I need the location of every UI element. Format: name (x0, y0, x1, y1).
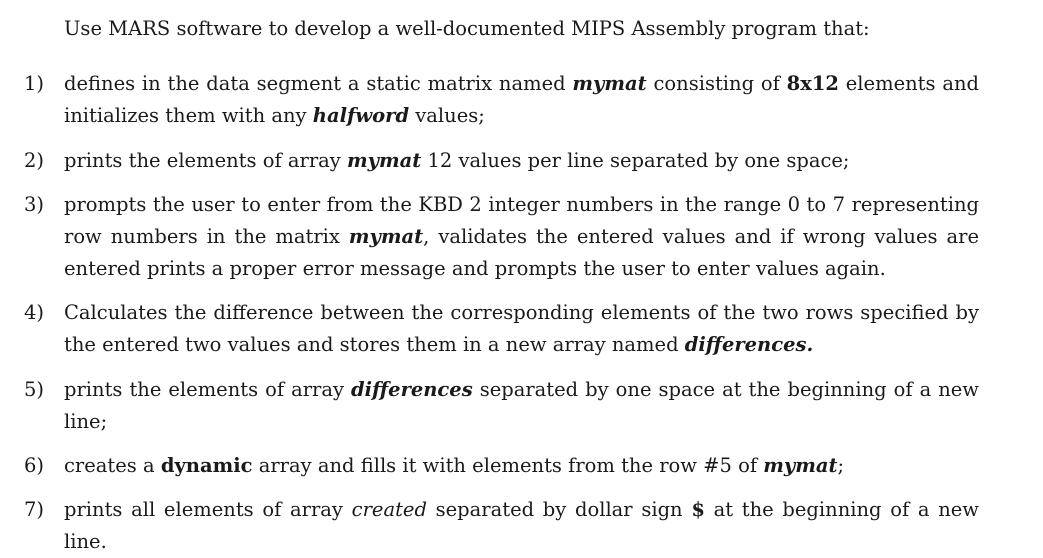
term-differences: differences. (684, 333, 814, 356)
text-span: separated by dollar sign (426, 498, 692, 521)
item-text (64, 68, 979, 132)
text-span: creates a (64, 454, 161, 477)
text-span: at the beginning of a new line. (64, 498, 979, 553)
text-span: prompts the user to enter from the KBD 2 integer numbers in the range 0 to 7 representing row numbers in the matrix (64, 193, 979, 248)
list-item-2 (24, 145, 979, 177)
item-text (64, 374, 979, 438)
item-number: 6) (24, 454, 45, 477)
item-text (64, 450, 979, 482)
list-item-6 (24, 450, 979, 482)
text-span: prints the elements of array (64, 149, 347, 172)
term-created: created (351, 498, 427, 521)
text-span: prints all elements of array (64, 498, 352, 521)
list-item-4 (24, 297, 979, 361)
list-item-1 (24, 68, 979, 132)
term-halfword: halfword (312, 104, 410, 127)
term-mymat: mymat (763, 454, 838, 477)
text-span: values; (409, 104, 485, 127)
item-text (64, 297, 979, 361)
text-span: prints the elements of array (64, 378, 351, 401)
item-number: 7) (24, 498, 45, 521)
term-mymat: mymat (348, 225, 424, 248)
item-number: 2) (24, 149, 45, 172)
item-number: 5) (24, 378, 45, 401)
term-dynamic: dynamic (160, 454, 253, 477)
list-item-5 (24, 374, 979, 438)
text-span: 12 values per line separated by one space; (421, 149, 850, 172)
item-text (64, 189, 979, 285)
text-span: consisting of (646, 72, 787, 95)
text-span: ; (837, 454, 845, 477)
term-differences: differences (351, 378, 473, 401)
intro-text: Use MARS software to develop a well-documented MIPS Assembly program that: (64, 17, 870, 40)
term-dollar-sign: $ (691, 498, 705, 521)
item-text (64, 145, 979, 177)
term-mymat: mymat (347, 149, 422, 172)
item-number: 4) (24, 301, 45, 324)
text-span: defines in the data segment a static matrix named (64, 72, 573, 95)
term-mymat: mymat (572, 72, 647, 95)
text-span: Calculates the difference between the corresponding elements of the two rows specified by the entered two values and stores them in a new array named (64, 301, 979, 356)
term-size: 8x12 (786, 72, 839, 95)
item-text (64, 494, 979, 558)
item-number: 3) (24, 193, 45, 216)
text-span: , validates the entered values and if wrong values are entered prints a proper error message and prompts the user to enter values again. (64, 225, 979, 280)
list-item-7 (24, 494, 979, 558)
text-span: separated by one space at the beginning of a new line; (64, 378, 979, 433)
item-number: 1) (24, 72, 45, 95)
text-span: array and fills it with elements from the row #5 of (252, 454, 764, 477)
list-item-3 (24, 189, 979, 285)
text-span: elements and initializes them with any (64, 72, 979, 127)
